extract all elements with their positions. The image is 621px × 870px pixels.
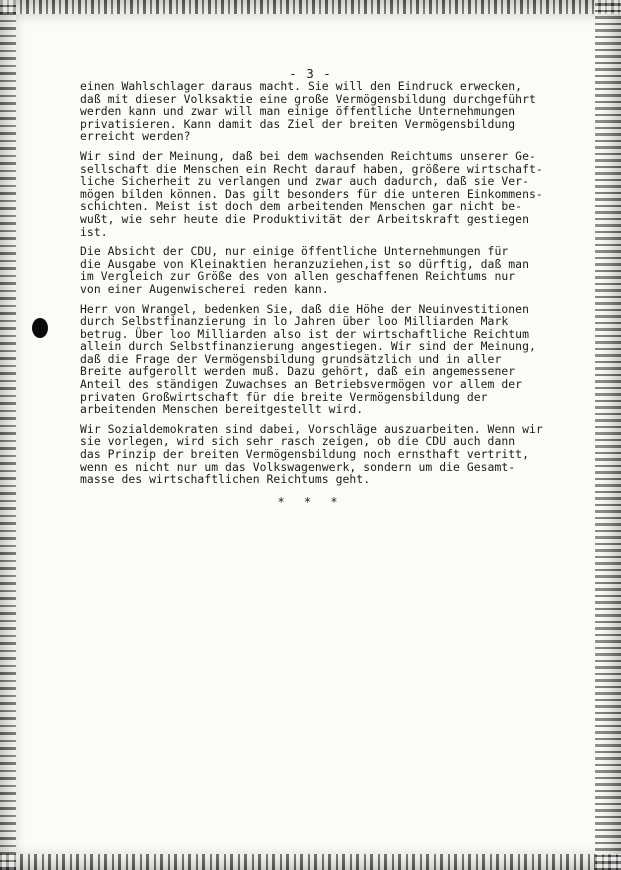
- page-number: - 3 -: [289, 66, 332, 81]
- text-line: privaten Großwirtschaft für die breite Vermögensbildung der: [80, 389, 488, 404]
- paragraph: [80, 423, 580, 486]
- text-line: mögen bilden können. Das gilt besonders für die unteren Einkommens-: [80, 186, 543, 201]
- text-line: daß mit dieser Volksaktie eine große Vermögensbildung durchgeführt: [80, 91, 536, 106]
- text-line: ist.: [80, 224, 108, 239]
- text-line: wußt, wie sehr heute die Produktivität der Arbeitskraft gestiegen: [80, 211, 530, 226]
- text-line: das Prinzip der breiten Vermögensbildung noch ernsthaft vertritt,: [80, 447, 530, 462]
- paragraph: [80, 303, 580, 416]
- scan-edge-right: [595, 0, 621, 870]
- text-line: daß die Frage der Vermögensbildung grundsätzlich und in aller: [80, 351, 502, 366]
- text-line: einen Wahlschlager daraus macht. Sie will den Eindruck erwecken,: [80, 79, 523, 93]
- text-line: wenn es nicht nur um das Volkswagenwerk, sondern um die Gesamt-: [80, 459, 516, 474]
- text-line: Herr von Wrangel, bedenken Sie, daß die Höhe der Neuinvestitionen: [80, 301, 530, 316]
- text-line: Die Absicht der CDU, nur einige öffentliche Unternehmungen für: [80, 244, 509, 259]
- text-line: sie vorlegen, wird sich sehr rasch zeigen, ob die CDU auch dann: [80, 434, 516, 449]
- text-line: im Vergleich zur Größe des von allen geschaffenen Reichtums nur: [80, 269, 516, 284]
- text-line: durch Selbstfinanzierung in lo Jahren über loo Milliarden Mark: [80, 314, 509, 329]
- text-line: sellschaft die Menschen ein Recht darauf haben, größere wirtschaft-: [80, 161, 543, 176]
- paragraph: [80, 150, 580, 238]
- text-line: Anteil des ständigen Zuwachses an Betriebsvermögen vor allem der: [80, 377, 523, 392]
- text-line: erreicht werden?: [80, 129, 191, 144]
- text-line: allein durch Selbstfinanzierung angestiegen. Wir sind der Meinung,: [80, 339, 536, 354]
- text-line: arbeitenden Menschen bereitgestellt wird.: [80, 402, 364, 417]
- paragraph: [80, 80, 580, 143]
- scan-edge-top: [0, 0, 621, 14]
- text-line: privatisieren. Kann damit das Ziel der breiten Vermögensbildung: [80, 116, 516, 131]
- scan-edge-bottom: [0, 854, 621, 870]
- scan-edge-left: [0, 0, 16, 870]
- paragraph: [80, 245, 580, 295]
- text-line: Wir sind der Meinung, daß bei dem wachsenden Reichtums unserer Ge-: [80, 148, 536, 163]
- text-line: Wir Sozialdemokraten sind dabei, Vorschläge auszuarbeiten. Wenn wir: [80, 421, 543, 436]
- section-separator: * * *: [277, 495, 344, 509]
- text-line: schichten. Meist ist doch dem arbeitenden Menschen gar nicht be-: [80, 199, 523, 214]
- text-line: betrug. Über loo Milliarden also ist der wirtschaftliche Reichtum: [80, 326, 530, 341]
- punch-hole: [32, 318, 48, 338]
- text-line: von einer Augenwischerei reden kann.: [80, 281, 329, 296]
- text-line: masse des wirtschaftlichen Reichtums geht.: [80, 472, 371, 487]
- text-line: Breite aufgerollt werden muß. Dazu gehört, daß ein angemessener: [80, 364, 516, 379]
- document-body: [80, 80, 580, 493]
- text-line: liche Sicherheit zu verlangen und zwar auch dadurch, daß sie Ver-: [80, 174, 530, 189]
- text-line: werden kann und zwar will man einige öffentliche Unternehmungen: [80, 104, 516, 119]
- text-line: die Ausgabe von Kleinaktien heranzuziehen,ist so dürftig, daß man: [80, 256, 530, 271]
